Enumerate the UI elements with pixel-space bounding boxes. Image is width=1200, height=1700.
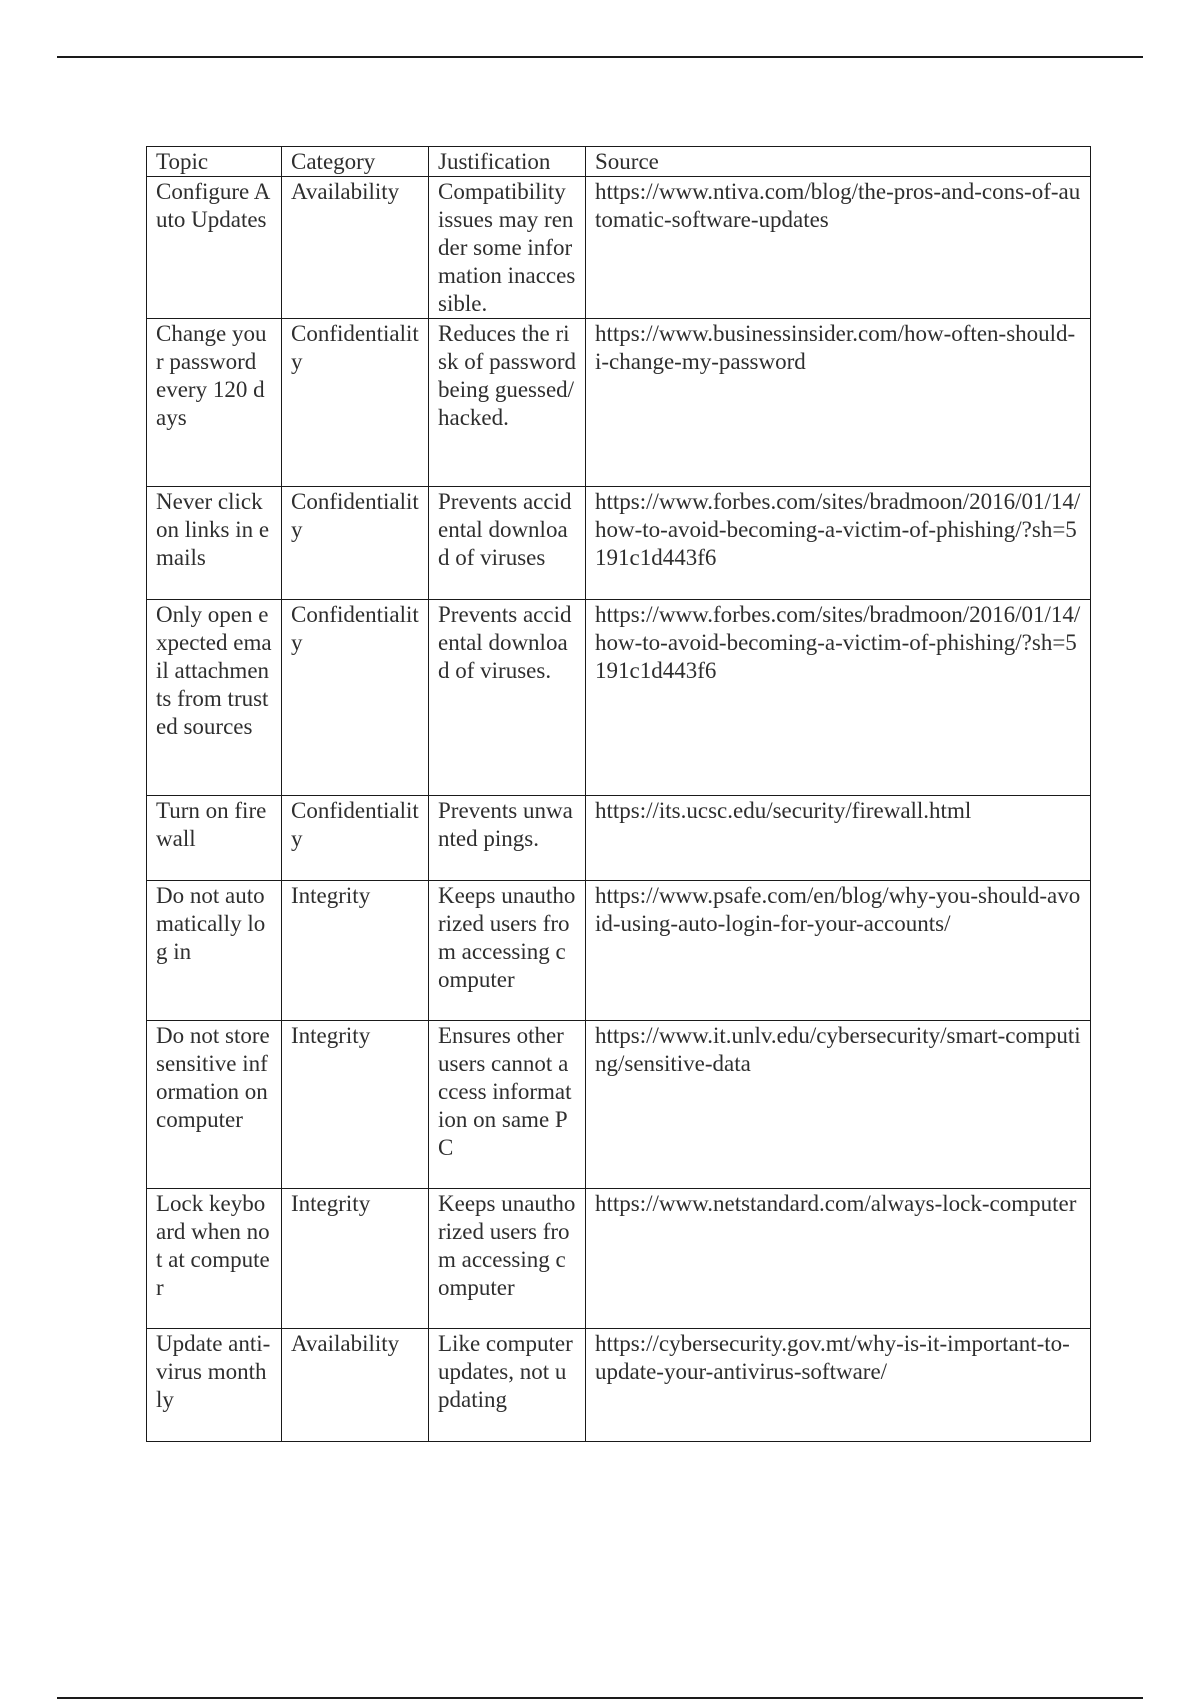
- cell-topic: Configure Auto Updates: [147, 177, 282, 319]
- cell-source: https://www.businessinsider.com/how-often-should-i-change-my-password: [586, 319, 1091, 487]
- header-topic: Topic: [147, 147, 282, 177]
- cell-source: https://www.ntiva.com/blog/the-pros-and-cons-of-automatic-software-updates: [586, 177, 1091, 319]
- cell-source: https://cybersecurity.gov.mt/why-is-it-important-to-update-your-antivirus-software/: [586, 1329, 1091, 1442]
- cell-source: https://www.psafe.com/en/blog/why-you-should-avoid-using-auto-login-for-your-accounts/: [586, 881, 1091, 1021]
- cell-justification: Compatibility issues may render some information inaccessible.: [429, 177, 586, 319]
- cell-topic: Turn on firewall: [147, 796, 282, 881]
- cell-topic: Change your password every 120 days: [147, 319, 282, 487]
- cell-topic: Update anti-virus monthly: [147, 1329, 282, 1442]
- cell-justification: Reduces the risk of password being guessed/hacked.: [429, 319, 586, 487]
- cell-source: https://www.forbes.com/sites/bradmoon/2016/01/14/how-to-avoid-becoming-a-victim-of-phishing/?sh=5191c1d443f6: [586, 487, 1091, 600]
- header-category: Category: [282, 147, 429, 177]
- cell-topic: Only open expected email attachments from trusted sources: [147, 600, 282, 796]
- table-row: [147, 1329, 1091, 1442]
- cell-justification: Keeps unauthorized users from accessing computer: [429, 1189, 586, 1329]
- table-header-row: [147, 147, 1091, 177]
- cell-source: https://its.ucsc.edu/security/firewall.html: [586, 796, 1091, 881]
- cell-justification: Prevents accidental download of viruses.: [429, 600, 586, 796]
- cell-category: Confidentiality: [282, 796, 429, 881]
- cell-topic: Lock keyboard when not at computer: [147, 1189, 282, 1329]
- page-top-rule: [57, 56, 1143, 58]
- table-row: [147, 1189, 1091, 1329]
- cell-source: https://www.it.unlv.edu/cybersecurity/smart-computing/sensitive-data: [586, 1021, 1091, 1189]
- table-row: [147, 881, 1091, 1021]
- header-source: Source: [586, 147, 1091, 177]
- cell-source: https://www.forbes.com/sites/bradmoon/2016/01/14/how-to-avoid-becoming-a-victim-of-phishing/?sh=5191c1d443f6: [586, 600, 1091, 796]
- table-row: [147, 319, 1091, 487]
- cell-category: Integrity: [282, 881, 429, 1021]
- table-row: [147, 600, 1091, 796]
- cell-topic: Never click on links in emails: [147, 487, 282, 600]
- cell-justification: Ensures other users cannot access information on same PC: [429, 1021, 586, 1189]
- security-measures-table: [146, 146, 1091, 1442]
- table-row: [147, 177, 1091, 319]
- cell-justification: Prevents unwanted pings.: [429, 796, 586, 881]
- cell-category: Confidentiality: [282, 319, 429, 487]
- table-row: [147, 1021, 1091, 1189]
- cell-justification: Keeps unauthorized users from accessing computer: [429, 881, 586, 1021]
- table-row: [147, 487, 1091, 600]
- cell-category: Confidentiality: [282, 600, 429, 796]
- cell-justification: Like computer updates, not updating: [429, 1329, 586, 1442]
- cell-topic: Do not automatically log in: [147, 881, 282, 1021]
- cell-category: Integrity: [282, 1189, 429, 1329]
- cell-category: Confidentiality: [282, 487, 429, 600]
- header-justification: Justification: [429, 147, 586, 177]
- cell-topic: Do not store sensitive information on computer: [147, 1021, 282, 1189]
- page-bottom-rule: [57, 1697, 1143, 1699]
- table-row: [147, 796, 1091, 881]
- cell-source: https://www.netstandard.com/always-lock-computer: [586, 1189, 1091, 1329]
- cell-category: Availability: [282, 1329, 429, 1442]
- cell-justification: Prevents accidental download of viruses: [429, 487, 586, 600]
- cell-category: Availability: [282, 177, 429, 319]
- cell-category: Integrity: [282, 1021, 429, 1189]
